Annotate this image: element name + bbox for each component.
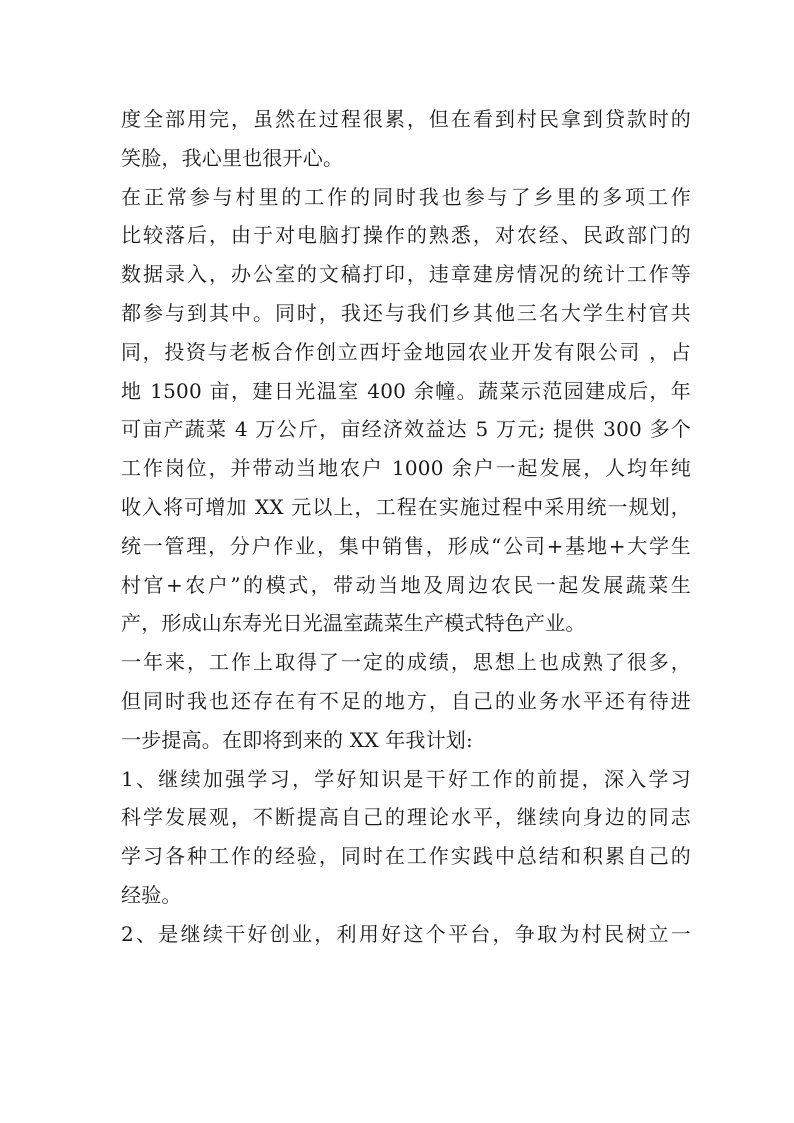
text-line: 产，形成山东寿光日光温室蔬菜生产模式特色产业。: [121, 611, 586, 636]
text-line: 一年来，工作上取得了一定的成绩，思想上也成熟了很多，: [121, 650, 691, 675]
text-line: 数据录入，办公室的文稿打印，违章建房情况的统计工作等: [121, 262, 691, 287]
text-line: 2、是继续干好创业，利用好这个平台，争取为村民树立一: [121, 921, 691, 946]
text-line: 工作岗位，并带动当地农户 1000 余户一起发展，人均年纯: [121, 456, 691, 481]
text-line: 村官+农户”的模式，带动当地及周边农民一起发展蔬菜生: [121, 572, 691, 597]
text-line: 在正常参与村里的工作的同时我也参与了乡里的多项工作: [121, 184, 691, 209]
text-line: 但同时我也还存在有不足的地方，自己的业务水平还有待进: [121, 688, 691, 713]
text-line: 学习各种工作的经验，同时在工作实践中总结和积累自己的: [121, 844, 691, 869]
text-line: 同，投资与老板合作创立西圩金地园农业开发有限公司 ，占: [121, 339, 691, 364]
text-line: 都参与到其中。同时，我还与我们乡其他三名大学生村官共: [121, 300, 691, 325]
text-line: 1、继续加强学习，学好知识是干好工作的前提，深入学习: [121, 766, 691, 791]
text-line: 经验。: [121, 882, 182, 907]
text-line: 度全部用完，虽然在过程很累，但在看到村民拿到贷款时的: [121, 107, 691, 131]
text-line: 收入将可增加 XX 元以上，工程在实施过程中采用统一规划，: [121, 494, 691, 519]
text-line: 科学发展观，不断提高自己的理论水平，继续向身边的同志: [121, 805, 691, 830]
text-line: 地 1500 亩，建日光温室 400 余幢。蔬菜示范园建成后，年: [121, 378, 691, 403]
body-text: [121, 100, 691, 954]
text-line: 统一管理，分户作业，集中销售，形成“公司+基地+大学生: [121, 533, 691, 558]
text-line: 比较落后，由于对电脑打操作的熟悉，对农经、民政部门的: [121, 223, 691, 248]
text-line: 一步提高。在即将到来的 XX 年我计划:: [121, 727, 473, 752]
text-line: 笑脸，我心里也很开心。: [121, 145, 344, 170]
text-line: 可亩产蔬菜 4 万公斤，亩经济效益达 5 万元; 提供 300 多个: [121, 417, 691, 442]
